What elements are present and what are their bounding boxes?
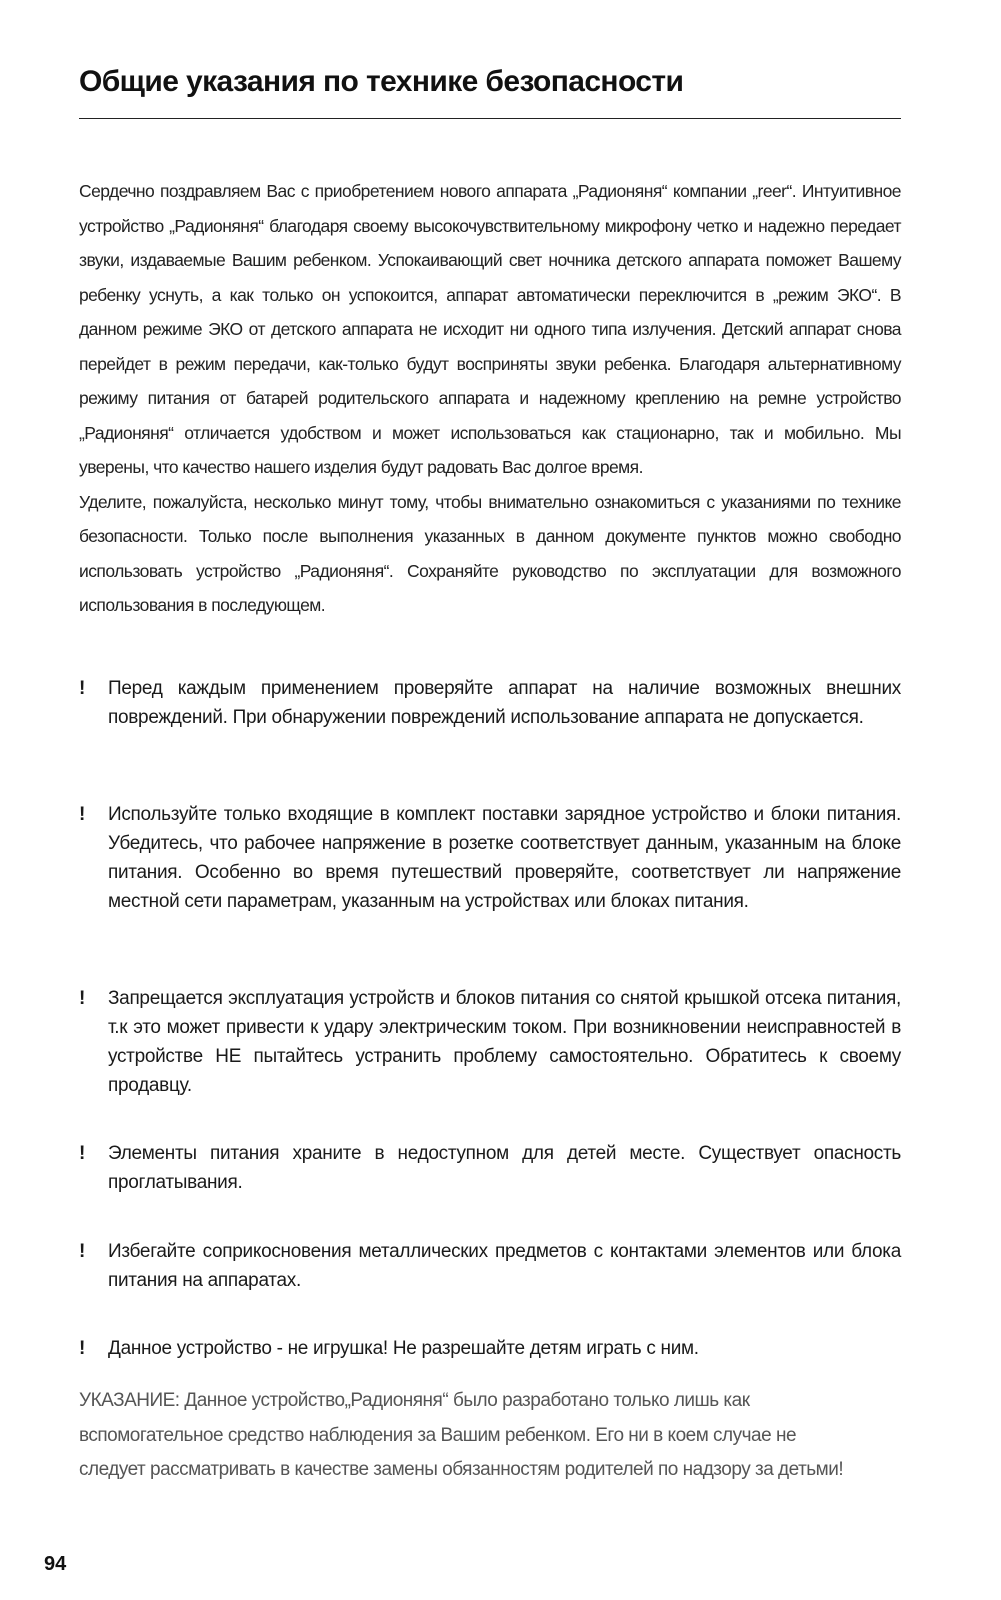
note-line: следует рассматривать в качестве замены обязанностям родителей по надзору за детьми!: [79, 1459, 844, 1480]
safety-warning: [79, 984, 901, 1100]
exclamation-icon: !: [79, 1241, 86, 1262]
safety-warning: [79, 1334, 901, 1363]
exclamation-icon: !: [79, 988, 86, 1009]
safety-warning: [79, 1237, 901, 1295]
warning-text: Данное устройство - не игрушка! Не разрешайте детям играть с ним.: [108, 1338, 699, 1359]
exclamation-icon: !: [79, 804, 86, 825]
warning-text: Используйте только входящие в комплект поставки зарядное устройство и блоки питания. Убедитесь, что рабочее напряжение в розетке соответствует данным, указанным на блоке питания. Особенно во время путешествий проверяйте, соответствует ли напряжение местной сети параметрам, указанным на устройствах или блоках питания.: [108, 804, 901, 912]
warning-text: Элементы питания храните в недоступном для детей месте. Существует опасность проглатывания.: [108, 1143, 901, 1193]
note-paragraph: [79, 1384, 909, 1488]
note-line: вспомогательное средство наблюдения за Вашим ребенком. Его ни в коем случае не: [79, 1424, 797, 1446]
exclamation-icon: !: [79, 1143, 86, 1164]
intro-paragraph: Сердечно поздравляем Вас с приобретением нового аппарата „Радионяня“ компании „reer“. Интуитивное устройство „Радионяня“ благодаря своему высокочувствительному микрофону четко и надежно передает звуки, издаваемые Вашим ребенком. Успокаивающий свет ночника детского аппарата поможет Вашему ребенку уснуть, а как только он успокоится, аппарат автоматически переключится в „режим ЭКО“. В данном режиме ЭКО от детского аппарата не исходит ни одного типа излучения. Детский аппарат снова перейдет в режим передачи, как-только будут восприняты звуки ребенка. Благодаря альтернативному режиму питания от батарей родительского аппарата и надежному креплению на ремне устройство „Радионяня“ отличается удобством и может использоваться как стационарно, так и мобильно. Мы уверены, что качество нашего изделия будут радовать Вас долгое время.: [79, 181, 901, 477]
note-line: УКАЗАНИЕ: Данное устройство„Радионяня“ было разработано только лишь как: [79, 1390, 750, 1411]
warning-text: Избегайте соприкосновения металлических предметов с контактами элементов или блока питания на аппаратах.: [108, 1241, 901, 1291]
warning-text: Запрещается эксплуатация устройств и блоков питания со снятой крышкой отсека питания, т.к это может привести к удару электрическим током. При возникновении неисправностей в устройстве НЕ пытайтесь устранить проблему самостоятельно. Обратитесь к своему продавцу.: [108, 988, 901, 1096]
title-divider: [79, 118, 901, 119]
exclamation-icon: !: [79, 678, 86, 699]
page-number: 94: [44, 1553, 67, 1575]
safety-warning: [79, 1139, 901, 1197]
safety-warning: [79, 674, 901, 732]
exclamation-icon: !: [79, 1338, 86, 1359]
intro-paragraph: Уделите, пожалуйста, несколько минут тому, чтобы внимательно ознакомиться с указаниями по технике безопасности. Только после выполнения указанных в данном документе пунктов можно свободно использовать устройство „Радионяня“. Сохраняйте руководство по эксплуатации для возможного использования в последующем.: [79, 491, 901, 615]
warning-text: Перед каждым применением проверяйте аппарат на наличие возможных внешних повреждений. При обнаружении повреждений использование аппарата не допускается.: [108, 678, 901, 728]
safety-warning: [79, 800, 901, 916]
intro-section: [79, 174, 901, 623]
page-title: Общие указания по технике безопасности: [79, 65, 684, 98]
